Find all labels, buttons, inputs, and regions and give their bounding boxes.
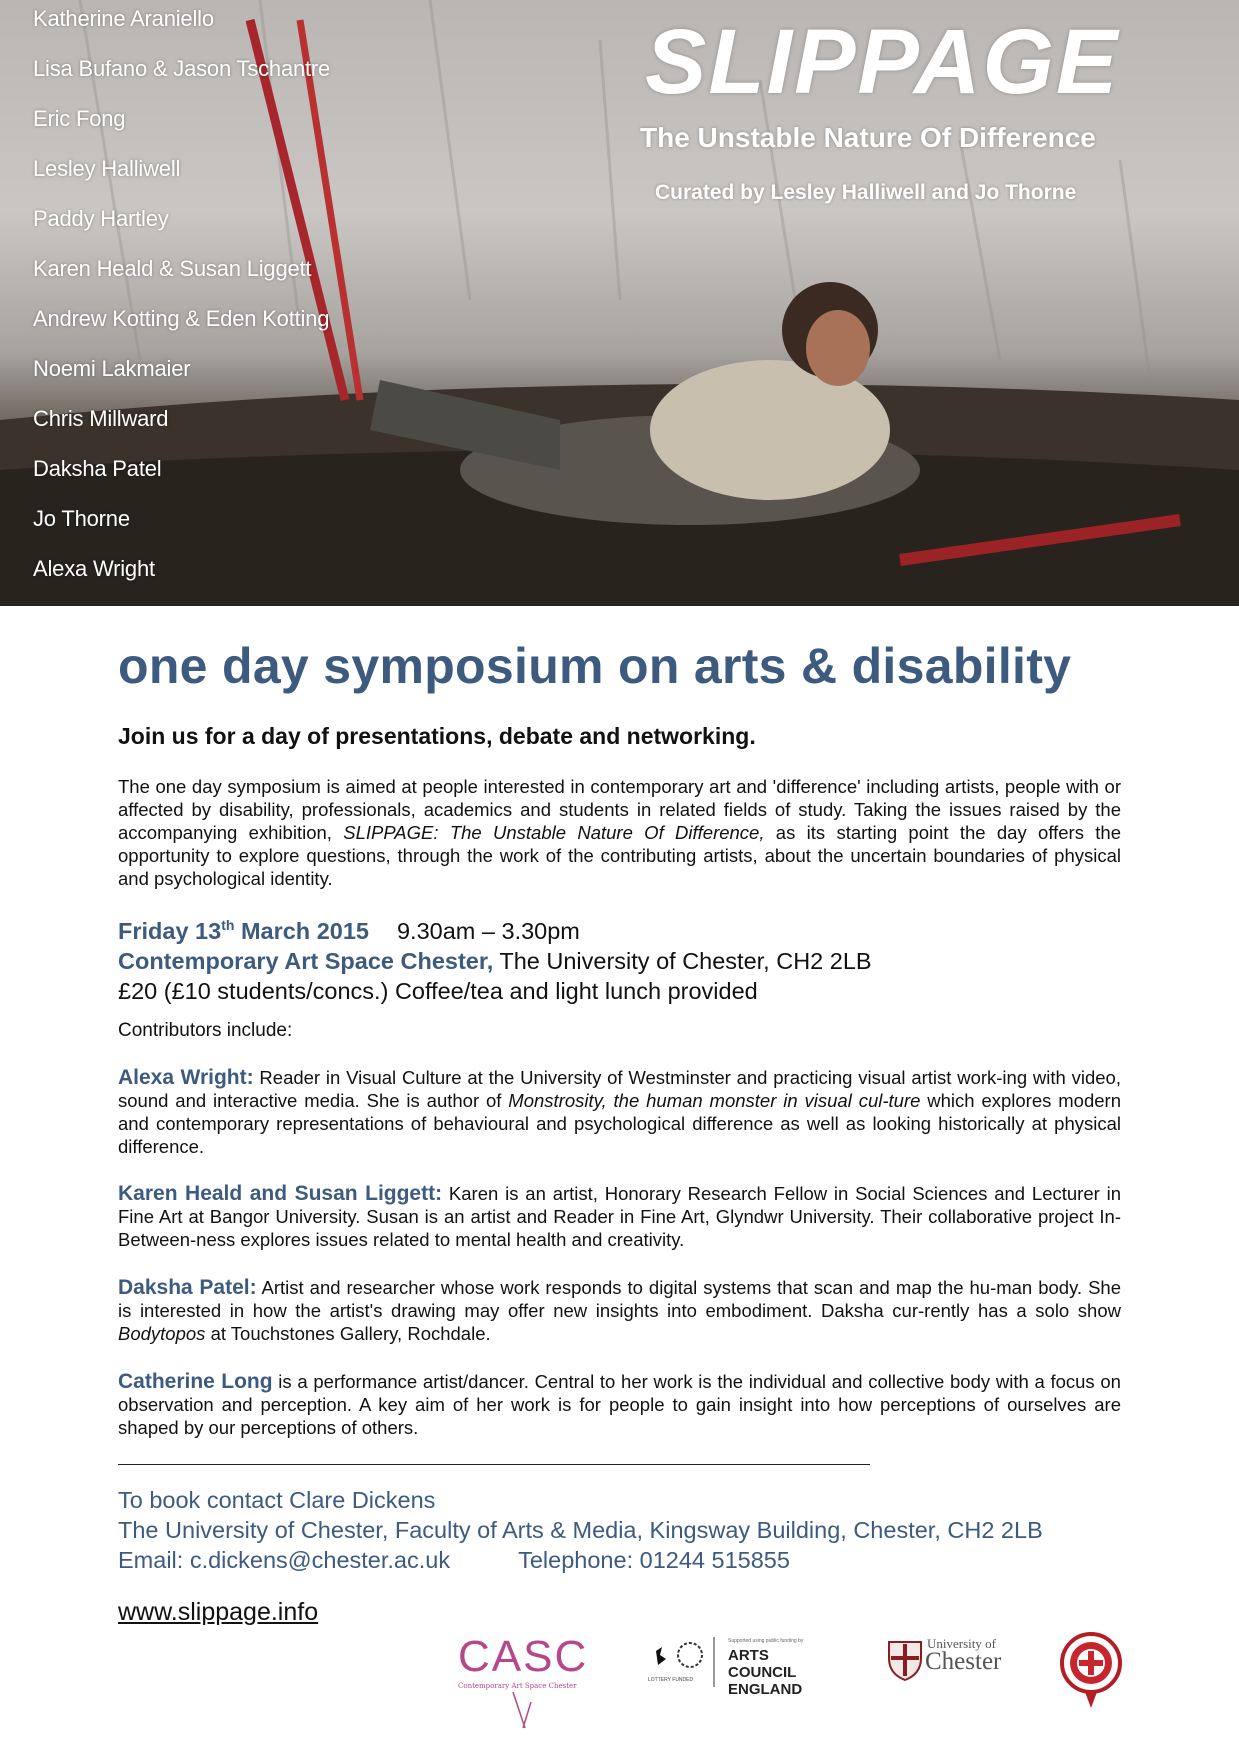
- contributor-bio-end: which explores modern and contemporary representations of behavioural and psychological difference as well as looking historically at physical difference.: [118, 1090, 1121, 1157]
- contact-phone[interactable]: Telephone: 01244 515855: [518, 1547, 790, 1573]
- casc-logo: [458, 1632, 589, 1734]
- contributor-daksha-patel: [118, 1276, 1121, 1345]
- contributor-alexa-wright: [118, 1066, 1121, 1158]
- contributor-bio-end: at Touchstones Gallery, Rochdale.: [205, 1323, 491, 1344]
- artist-name: Eric Fong: [33, 106, 126, 131]
- page-headline: one day symposium on arts & disability: [118, 638, 1072, 694]
- hero-banner: [0, 0, 1239, 606]
- contact-address: The University of Chester, Faculty of Arts & Media, Kingsway Building, Chester, CH2 2LB: [118, 1517, 1043, 1543]
- contributors-heading: Contributors include:: [118, 1020, 293, 1041]
- artist-name: Paddy Hartley: [33, 206, 169, 231]
- artist-name: Lesley Halliwell: [33, 156, 181, 181]
- event-time: 9.30am – 3.30pm: [396, 917, 580, 944]
- artist-list: [33, 4, 330, 604]
- arts-council-line1: ARTS COUNCIL: [728, 1647, 797, 1681]
- contributor-heald-liggett: [118, 1182, 1121, 1251]
- website-link[interactable]: www.slippage.info: [118, 1598, 319, 1626]
- university-crest-icon: [885, 1634, 925, 1682]
- event-date: [118, 918, 369, 944]
- contributor-catherine-long: [118, 1370, 1121, 1439]
- casc-logo-caption: Contemporary Art Space Chester: [458, 1682, 577, 1690]
- event-details: [118, 910, 872, 1006]
- casc-mark-icon: [503, 1692, 543, 1730]
- university-line2: Chester: [925, 1648, 1002, 1675]
- contributor-name: Daksha Patel:: [118, 1276, 257, 1299]
- contributor-name: Alexa Wright:: [118, 1066, 254, 1089]
- symposium-description: [118, 775, 1121, 890]
- event-venue: Contemporary Art Space Chester,: [118, 947, 494, 974]
- divider: [118, 1464, 870, 1465]
- artist-name: Andrew Kotting & Eden Kotting: [33, 306, 330, 331]
- contributor-bio: Karen is an artist, Honorary Research Fellow in Social Sciences and Lecturer in Fine Art at Bangor University. Susan is an artist and Reader in Fine Art, Glyndwr University. Their collaborative project In-Between-ness explores issues related to mental health and creativity.: [118, 1183, 1121, 1250]
- artist-name: Chris Millward: [33, 406, 169, 431]
- description-text-end: as its starting point the day offers the opportunity to explore questions, through the work of the contributing artists, about the uncertain boundaries of physical and psychological identity.: [118, 822, 1121, 889]
- event-day-suffix: th: [221, 917, 235, 933]
- exhibition-title-italic: SLIPPAGE: The Unstable Nature Of Difference,: [343, 822, 765, 843]
- contact-email-phone-row: [118, 1545, 1043, 1575]
- book-title: Monstrosity, the human monster in visual cul-ture: [508, 1090, 921, 1111]
- artist-name: Katherine Araniello: [33, 6, 214, 31]
- contributor-name: Karen Heald and Susan Liggett:: [118, 1182, 443, 1205]
- contact-name: To book contact Clare Dickens: [118, 1487, 436, 1513]
- contributor-bio: is a performance artist/dancer. Central to her work is the individual and collective body with a focus on observation and perception. A key aim of her work is for people to gain insight into how perceptions of ourselves are shaped by our perceptions of others.: [118, 1371, 1121, 1438]
- show-title: Bodytopos: [118, 1323, 206, 1344]
- arts-council-wordmark: [728, 1647, 833, 1698]
- artist-name: Lisa Bufano & Jason Tschantre: [33, 56, 331, 81]
- artist-name: Daksha Patel: [33, 456, 162, 481]
- artist-name: Jo Thorne: [33, 506, 130, 531]
- artist-name: Karen Heald & Susan Liggett: [33, 256, 312, 281]
- event-address: The University of Chester, CH2 2LB: [493, 947, 872, 974]
- contributor-name: Catherine Long: [118, 1370, 273, 1393]
- university-of-chester-logo: [885, 1634, 1015, 1686]
- artist-name: Alexa Wright: [33, 556, 155, 581]
- intro-line: Join us for a day of presentations, debate and networking.: [118, 723, 756, 749]
- contributor-bio: Artist and researcher whose work responds to digital systems that scan and map the hu-man body. She is interested in how the artist's drawing may offer new insights into embodiment. Daksha cur-rently has a solo show: [118, 1277, 1121, 1321]
- event-price: £20 (£10 students/concs.) Coffee/tea and light lunch provided: [118, 977, 758, 1004]
- casc-logo-text: CASC: [458, 1632, 589, 1681]
- description-text: The one day symposium is aimed at people interested in contemporary art and 'difference' including artists, people with or affected by disability, professionals, academics and students in related fields of study. Taking the issues raised by the accompanying exhibition,: [118, 776, 1121, 843]
- exhibition-title: SLIPPAGE: [645, 11, 1120, 113]
- arts-council-logo: [648, 1637, 833, 1698]
- artist-name: Noemi Lakmaier: [33, 356, 191, 381]
- contact-email[interactable]: Email: c.dickens@chester.ac.uk: [118, 1547, 451, 1573]
- event-date-row: [118, 910, 872, 946]
- university-line1: University of: [927, 1636, 996, 1651]
- contributor-bio: Reader in Visual Culture at the University of Westminster and practicing visual artist work-ing with video, sound and interactive media. She is author of: [118, 1067, 1121, 1111]
- arts-council-tagline: Supported using public funding by: [728, 1638, 804, 1644]
- arts-council-line2: ENGLAND: [728, 1681, 803, 1698]
- lottery-caption: LOTTERY FUNDED: [648, 1677, 694, 1683]
- event-day: Friday 13: [118, 917, 222, 944]
- event-venue-row: [118, 946, 872, 976]
- university-seal-icon: [1058, 1630, 1124, 1712]
- curator-credit: Curated by Lesley Halliwell and Jo Thorne: [655, 181, 1077, 204]
- event-month-year: March 2015: [234, 917, 369, 944]
- exhibition-subtitle: The Unstable Nature Of Difference: [640, 122, 1096, 153]
- booking-contact: [118, 1485, 1043, 1575]
